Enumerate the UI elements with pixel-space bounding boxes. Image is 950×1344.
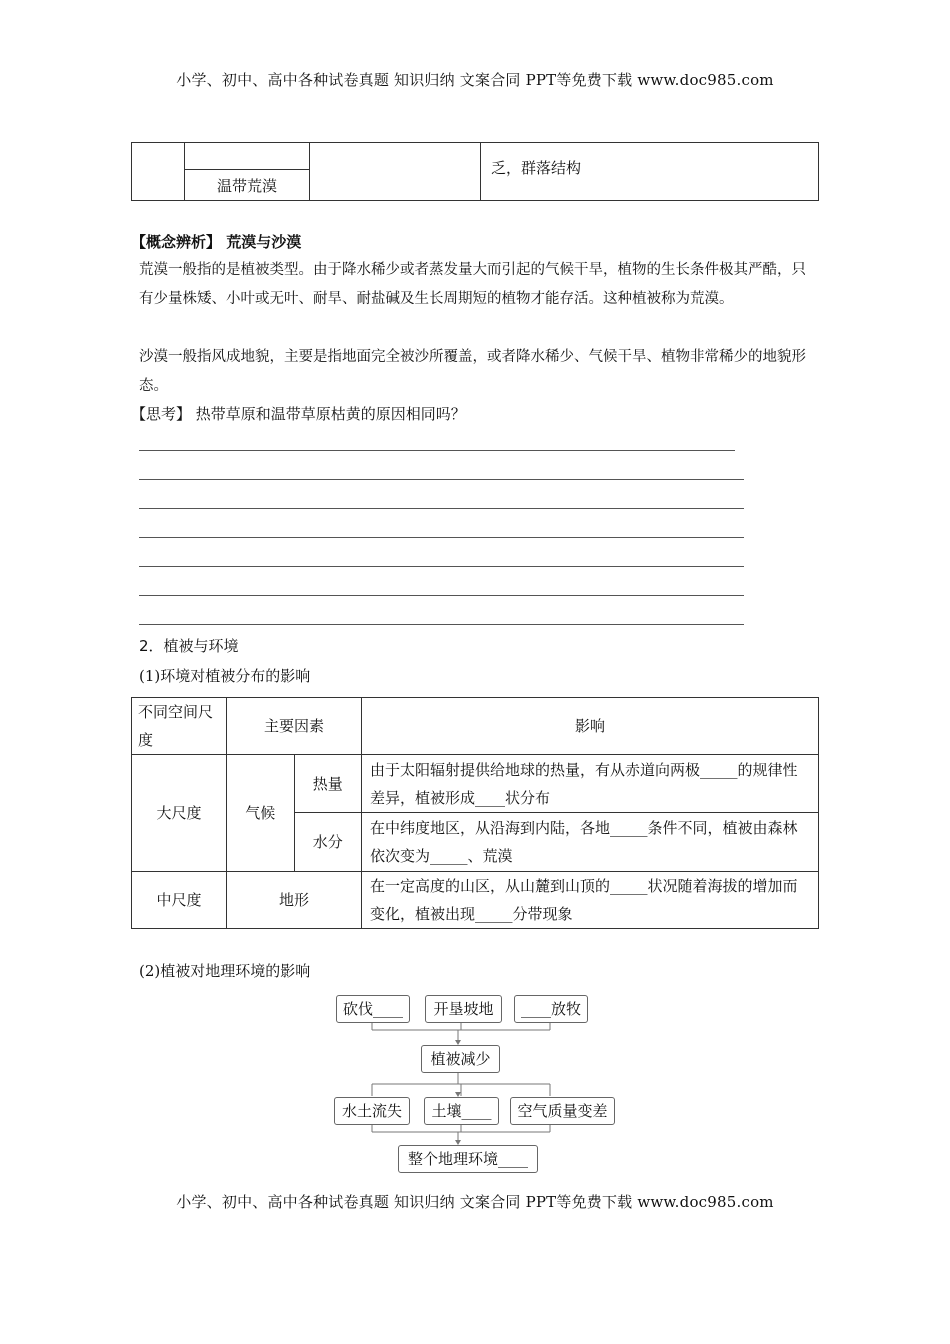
flow-box-grazing: ____放牧 [514,995,588,1023]
section2-sub1: (1)环境对植被分布的影响 [139,667,311,685]
concept-paragraph-1: 荒漠一般指的是植被类型。由于降水稀少或者蒸发量大而引起的气候干旱，植物的生长条件极其严酷，只有少量株矮、小叶或无叶、耐旱、耐盐碱及生长周期短的植物才能存活。这种植被称为荒漠。 [139,262,806,307]
flow-box-soil: 土壤____ [424,1097,499,1125]
answer-line [139,450,735,451]
factor-terrain: 地形 [227,872,362,929]
top-table-blank-cell [185,143,310,170]
answer-line [139,508,744,509]
flow-box-erosion: 水土流失 [334,1097,410,1125]
top-table-empty-cell [132,143,185,201]
page-footer: 小学、初中、高中各种试卷真题 知识归纳 文案合同 PPT等免费下载 www.doc985.com [176,1193,774,1211]
flow-box-air-quality: 空气质量变差 [510,1097,615,1125]
factor-water: 水分 [294,813,362,872]
top-table [131,142,819,201]
top-table-text-cell: 乏，群落结构 [481,143,819,201]
answer-line [139,624,744,625]
flow-box-reclaim: 开垦坡地 [425,995,502,1023]
concept-paragraph-2: 沙漠一般指风成地貌，主要是指地面完全被沙所覆盖，或者降水稀少、气候干旱、植物非常稀少的地貌形态。 [139,349,806,394]
page-header: 小学、初中、高中各种试卷真题 知识归纳 文案合同 PPT等免费下载 www.doc985.com [176,71,774,89]
section2-sub2: (2)植被对地理环境的影响 [139,962,311,980]
answer-line [139,537,744,538]
concept-title: 【概念辨析】 荒漠与沙漠 [131,233,302,251]
answer-line [139,595,744,596]
flow-box-environment: 整个地理环境____ [398,1145,538,1173]
effect-terrain: 在一定高度的山区，从山麓到山顶的_____状况随着海拔的增加而变化，植被出现_____分带现象 [362,872,819,929]
env-table [131,697,819,929]
answer-line [139,566,744,567]
flow-box-vegetation-decrease: 植被减少 [421,1045,500,1073]
effect-water: 在中纬度地区，从沿海到内陆，各地_____条件不同，植被由森林依次变为_____、荒漠 [362,813,819,872]
factor-climate: 气候 [227,755,295,872]
header-factor: 主要因素 [227,698,362,755]
scale-large: 大尺度 [132,755,227,872]
effect-heat: 由于太阳辐射提供给地球的热量，有从赤道向两极_____的规律性差异，植被形成____状分布 [362,755,819,813]
flow-box-logging: 砍伐____ [336,995,410,1023]
top-table-name-cell: 温带荒漠 [185,170,310,201]
header-effect: 影响 [362,698,819,755]
scale-medium: 中尺度 [132,872,227,929]
answer-line [139,479,744,480]
section2-title: 2．植被与环境 [139,637,239,655]
think-question: 【思考】 热带草原和温带草原枯黄的原因相同吗？ [131,405,466,423]
header-scale: 不同空间尺度 [132,698,227,755]
factor-heat: 热量 [294,755,362,813]
top-table-empty-cell-2 [310,143,481,201]
